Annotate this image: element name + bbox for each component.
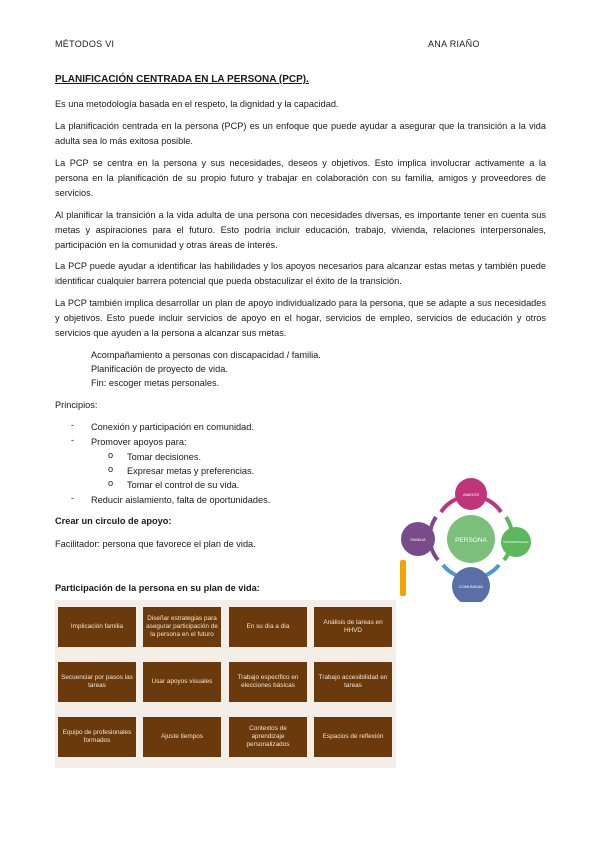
paragraph-4: Al planificar la transición a la vida adulta de una persona con necesidades diversas, es importante tener en cuenta sus metas y aspiraciones para el futuro. Esto podría incluir educación, trabajo, vivienda, relaciones interpersonales, participación en la comunidad y otras áreas de interés. — [55, 210, 546, 250]
paragraph-3: La PCP se centra en la persona y sus necesidades, deseos y objetivos. Esto implica involucrar activamente a la persona en la planificación de su propio futuro y trabajar en colaboración con su familia, amigos y proveedores de servicios. — [55, 158, 546, 198]
support-circle-diagram — [396, 472, 546, 602]
center-node-label: PERSONA — [455, 537, 487, 544]
indented-line-3: Fin: escoger metas personales. — [91, 378, 220, 388]
header-course: MÉTODOS VI — [55, 39, 115, 49]
right-node-label: PROFESIONALES — [503, 540, 529, 544]
sub-bullet: o — [108, 450, 114, 460]
dash-bullet: - — [71, 435, 75, 445]
paragraph-2: La planificación centrada en la persona (PCP) es un enfoque que puede ayudar a asegurar que la transición a la vida adulta sea lo más exitosa posible. — [55, 121, 546, 146]
paragraph-5: La PCP puede ayudar a identificar las habilidades y los apoyos necesarios para alcanzar estas metas y también puede identificar cualquier barrera potencial que pueda obstaculizar el éxito de la transición. — [55, 261, 546, 286]
bottom-node-label: COMUNIDAD — [458, 584, 484, 589]
principle-item-3: Reducir aislamiento, falta de oportunidades. — [91, 495, 271, 505]
page-side-tab-marker — [400, 560, 406, 596]
grid-heading: Participación de la persona en su plan de vida: — [55, 583, 260, 593]
grid-cell: Implicación familia — [58, 607, 136, 647]
grid-cell: Diseñar estrategias para asegurar participación de la persona en el futuro — [143, 607, 221, 647]
paragraph-1: Es una metodología basada en el respeto, la dignidad y la capacidad. — [55, 99, 339, 109]
grid-cell: Usar apoyos visuales — [143, 662, 221, 702]
document-title: PLANIFICACIÓN CENTRADA EN LA PERSONA (PCP). — [55, 74, 309, 85]
grid-cell: Trabajo específico en elecciones básicas — [229, 662, 307, 702]
principle-item-2: Promover apoyos para: — [91, 437, 187, 447]
principle-item-1: Conexión y participación en comunidad. — [91, 422, 254, 432]
grid-cell: Contextos de aprendizaje personalizados — [229, 717, 307, 757]
principles-label: Principios: — [55, 400, 98, 410]
grid-cell: En su día a día — [229, 607, 307, 647]
indented-line-1: Acompañamiento a personas con discapacidad / familia. — [91, 350, 321, 360]
participation-grid — [55, 600, 396, 768]
grid-cell: Equipo de profesionales formados — [58, 717, 136, 757]
header-author: ANA RIAÑO — [428, 39, 480, 49]
sub-bullet: o — [108, 464, 114, 474]
circle-heading: Crear un circulo de apoyo: — [55, 516, 172, 526]
grid-cell: Espacios de reflexión — [314, 717, 392, 757]
grid-cell: Análisis de tareas en HHVD — [314, 607, 392, 647]
grid-cell: Trabajo accesibilidad en tareas — [314, 662, 392, 702]
top-node-label: AMIGOS — [462, 492, 480, 497]
indented-line-2: Planificación de proyecto de vida. — [91, 364, 228, 374]
dash-bullet: - — [71, 493, 75, 503]
sub-item-1: Tomar decisiones. — [127, 452, 202, 462]
dash-bullet: - — [71, 420, 75, 430]
left-node-label: FAMILIA — [410, 537, 426, 542]
grid-cell: Ajuste tiempos — [143, 717, 221, 757]
grid-cell: Secuenciar por pasos las tareas — [58, 662, 136, 702]
facilitator-line: Facilitador: persona que favorece el plan de vida. — [55, 539, 256, 549]
sub-item-3: Tomar el control de su vida. — [127, 480, 240, 490]
sub-item-2: Expresar metas y preferencias. — [127, 466, 255, 476]
sub-bullet: o — [108, 478, 114, 488]
paragraph-6: La PCP también implica desarrollar un plan de apoyo individualizado para la persona, que se adapte a sus necesidades y objetivos. Esto puede incluir servicios de apoyo en el hogar, servicios de empleo, servicios de educación y otros servicios que ayuden a la persona a alcanzar sus metas. — [55, 298, 546, 338]
